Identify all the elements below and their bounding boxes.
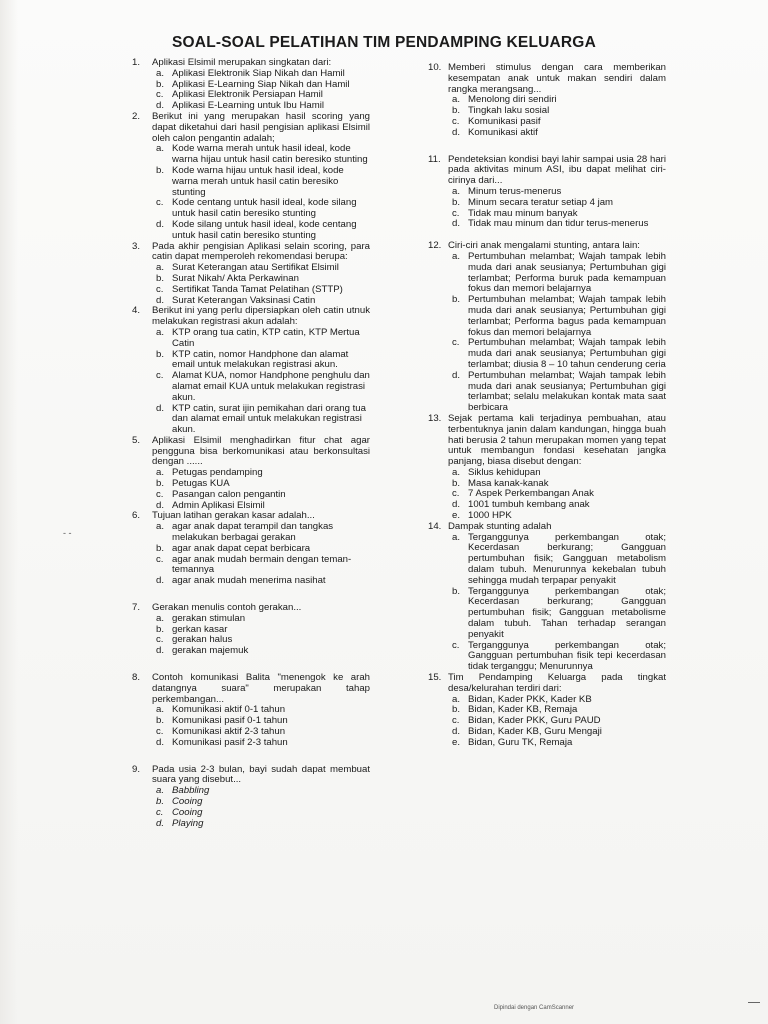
option-text: Babbling (172, 785, 210, 797)
question-number: 14. (428, 520, 442, 532)
option-text: Kode centang untuk hasil ideal, kode silang untuk hasil catin beresiko stunting (172, 197, 357, 220)
option-letter: b. (156, 796, 165, 807)
option-letter: a. (156, 143, 165, 155)
option-text: Surat Nikah/ Akta Perkawinan (172, 272, 299, 284)
option-letter: c. (156, 726, 164, 738)
option-text: Tingkah laku sosial (468, 105, 550, 117)
option-text: Siklus kehidupan (468, 466, 541, 478)
option-text: Terganggunya perkembangan otak; Kecerdasan berkurang; Gangguan pertumbuhan fisik; Gangguan metabolism dalam tubuh. Menurunnya kekebalan tubuh sehingga mudah terpapar penyakit (468, 531, 666, 586)
question-text: Tim Pendamping Keluarga pada tingkat desa/kelurahan terdiri dari: (448, 672, 666, 694)
question-7 (132, 603, 370, 657)
option-letter: a. (156, 262, 165, 274)
option-letter: b. (156, 542, 165, 554)
question-text: Berikut ini yang perlu dipersiapkan oleh catin utnuk melakukan registrasi akun adalah: (152, 305, 370, 328)
option-text: Komunikasi pasif (468, 115, 541, 127)
option-letter: d. (156, 402, 165, 414)
option-text: gerakan stimulan (172, 612, 246, 624)
option-text: KTP orang tua catin, KTP catin, KTP Mertua Catin (172, 326, 360, 349)
option-d (152, 404, 370, 436)
question-number: 1. (132, 57, 141, 68)
option-text: Terganggunya perkembangan otak; Gangguan pertumbuhan fisik tepi kecerdasan tidak terganggu; Menurunnya (468, 639, 666, 673)
option-text: Kode warna hijau untuk hasil ideal, kode warna merah untuk hasil catin beresiko stunting (172, 164, 344, 198)
scanner-footer: Dipindai dengan CamScanner (494, 1005, 575, 1011)
question-text: Gerakan menulis contoh gerakan... (152, 602, 302, 614)
question-number: 2. (132, 110, 141, 122)
question-text: Pendeteksian kondisi bayi lahir sampai usia 28 hari pada aktivitas minum ASI, ibu dapat melihat ciri-cirinya dari... (448, 153, 666, 187)
option-a (448, 533, 666, 587)
option-text: Cooing (172, 796, 203, 807)
option-c (152, 371, 370, 403)
option-text: Tidak mau minum dan tidur terus-menerus (468, 218, 649, 230)
option-text: Bidan, Kader KB, Guru Mengaji (468, 726, 602, 738)
option-letter: d. (452, 126, 461, 138)
option-a (152, 522, 370, 544)
page-corner-mark (748, 1002, 760, 1003)
option-letter: c. (156, 370, 164, 382)
question-5 (132, 436, 370, 512)
document-title: SOAL-SOAL PELATIHAN TIM PENDAMPING KELUARGA (172, 34, 596, 51)
question-text: Memberi stimulus dengan cara memberikan kesempatan anak untuk makan sendiri dalam rangka merangsang... (448, 62, 666, 95)
option-letter: b. (156, 272, 165, 284)
left-column (132, 58, 370, 829)
option-text: KTP catin, nomor Handphone dan alamat email untuk melakukan registrasi akun. (172, 348, 349, 371)
option-letter: d. (452, 218, 461, 230)
option-b (152, 350, 370, 372)
question-1 (132, 58, 370, 112)
question-number: 3. (132, 240, 141, 252)
question-number: 4. (132, 305, 141, 317)
option-text: Bidan, Kader PKK, Kader KB (468, 693, 592, 705)
question-6 (132, 511, 370, 587)
option-letter: c. (452, 715, 460, 727)
option-text: Menolong diri sendiri (468, 94, 557, 106)
option-a (152, 144, 370, 166)
question-number: 10. (428, 62, 442, 73)
option-letter: b. (452, 477, 461, 489)
question-text: Dampak stunting adalah (448, 520, 552, 532)
option-text: Aplikasi E-Learning untuk Ibu Hamil (172, 100, 324, 112)
option-letter: d. (156, 736, 165, 748)
question-3 (132, 242, 370, 307)
option-d (152, 819, 370, 830)
option-letter: b. (156, 78, 165, 90)
option-letter: c. (452, 207, 460, 219)
question-number: 11. (428, 153, 441, 165)
option-letter: b. (156, 348, 165, 360)
option-text: agar anak dapat cepat berbicara (172, 542, 311, 554)
option-letter: a. (156, 67, 165, 79)
question-8 (132, 673, 370, 749)
option-letter: d. (156, 817, 165, 829)
option-letter: b. (452, 585, 461, 597)
option-text: Cooing (172, 806, 203, 818)
option-letter: c. (452, 639, 460, 651)
option-letter: a. (156, 521, 165, 533)
option-letter: b. (452, 105, 461, 117)
spacer (132, 587, 370, 603)
option-b (448, 295, 666, 338)
option-text: Alamat KUA, nomor Handphone penghulu dan alamat email KUA untuk melakukan registrasi akun. (172, 370, 370, 403)
option-text: agar anak dapat terampil dan tangkas melakukan berbagai gerakan (172, 521, 334, 544)
question-text: Berikut ini yang merupakan hasil scoring yang dapat diketahui dari hasil pengisian aplikasi Elsimil oleh calon pengantin adalah; (152, 110, 370, 144)
option-text: KTP catin, surat ijin pemikahan dari orang tua dan alamat email untuk melakukan registrasi akun. (172, 402, 366, 436)
option-text: Aplikasi E-Learning Siap Nikah dan Hamil (172, 78, 350, 90)
option-d (152, 220, 370, 242)
option-text: Komunikasi aktif 0-1 tahun (172, 704, 286, 716)
question-number: 12. (428, 240, 442, 252)
option-text: Kode warna merah untuk hasil ideal, kode warna hijau untuk hasil catin beresiko stunting (172, 143, 368, 166)
right-column (428, 63, 666, 749)
option-text: agar anak mudah bermain dengan teman-temannya (172, 553, 352, 576)
margin-mark: - - (63, 528, 72, 538)
option-c (152, 555, 370, 577)
option-letter: c. (452, 337, 460, 349)
option-letter: b. (156, 715, 165, 727)
option-letter: a. (452, 531, 461, 543)
question-14 (428, 522, 666, 673)
option-d (448, 219, 666, 230)
question-number: 9. (132, 763, 141, 775)
question-text: Sejak pertama kali terjadinya pembuahan, atau terbentuknya janin dalam kandungan, hingga buah hati berusia 2 tahun merupakan momen yang tepat untuk membangun fondasi kesehatan jangka panjang, biasa disebut dengan: (448, 412, 666, 468)
option-letter: b. (156, 164, 165, 176)
option-letter: b. (156, 623, 165, 635)
option-letter: a. (156, 785, 165, 797)
question-text: Pada akhir pengisian Aplikasi selain scoring, para catin dapat memperoleh rekomendasi berupa: (152, 240, 370, 263)
option-letter: b. (452, 196, 461, 208)
question-15 (428, 673, 666, 749)
option-d (152, 646, 370, 657)
question-number: 7. (132, 602, 141, 614)
option-letter: a. (156, 612, 165, 624)
option-letter: e. (452, 736, 461, 748)
option-text: Pasangan calon pengantin (172, 488, 286, 500)
option-letter: a. (452, 250, 461, 262)
option-d (152, 576, 370, 587)
option-letter: d. (156, 499, 165, 511)
question-text: Contoh komunikasi Balita "menengok ke arah datangnya suara" merupakan tahap perkembangan... (152, 672, 370, 705)
spacer (428, 139, 666, 155)
option-e (448, 738, 666, 749)
option-letter: a. (452, 185, 461, 197)
option-d (448, 371, 666, 414)
question-text: Pada usia 2-3 bulan, bayi sudah dapat membuat suara yang disebut... (152, 763, 370, 786)
option-text: Pertumbuhan melambat; Wajah tampak lebih muda dari anak seusianya; Pertumbuhan gigi terlambat; Performa buruk pada kemampuan fokus dan memori belajarnya (468, 250, 666, 295)
option-letter: c. (156, 488, 164, 500)
option-text: Sertifikat Tanda Tamat Pelatihan (STTP) (172, 283, 343, 295)
option-text: gerakan majemuk (172, 645, 249, 657)
question-2 (132, 112, 370, 242)
option-text: Tidak mau minum banyak (468, 207, 578, 219)
option-text: 7 Aspek Perkembangan Anak (468, 488, 594, 500)
question-text: Aplikasi Elsimil menghadirkan fitur chat agar pengguna bisa berkomunikasi atau berkonsultasi dengan ...... (152, 434, 370, 468)
option-text: Surat Keterangan atau Sertifikat Elsimil (172, 262, 339, 274)
option-letter: a. (156, 467, 165, 479)
option-text: Pertumbuhan melambat; Wajah tampak lebih muda dari anak seusianya; Pertumbuhan gigi terlambat; Performa bagus pada kemampuan fokus dan memori belajarnya (468, 294, 666, 338)
question-number: 5. (132, 434, 141, 446)
question-10 (428, 63, 666, 139)
option-letter: d. (156, 645, 165, 657)
option-letter: d. (156, 294, 165, 306)
option-text: Komunikasi aktif (468, 126, 538, 138)
option-letter: d. (156, 218, 165, 230)
option-text: Komunikasi pasif 0-1 tahun (172, 715, 288, 727)
option-letter: c. (156, 89, 164, 101)
option-text: Masa kanak-kanak (468, 477, 549, 489)
option-text: Admin Aplikasi Elsimil (172, 499, 265, 511)
question-number: 6. (132, 510, 141, 522)
option-text: Kode silang untuk hasil ideal, kode centang untuk hasil catin beresiko stunting (172, 218, 357, 241)
option-text: Surat Keterangan Vaksinasi Catin (172, 294, 316, 306)
question-number: 13. (428, 412, 442, 424)
option-d (152, 738, 370, 749)
option-d (448, 128, 666, 139)
question-11 (428, 155, 666, 231)
option-text: Minum terus-menerus (468, 185, 562, 197)
option-letter: a. (156, 326, 165, 338)
option-letter: a. (156, 704, 165, 716)
option-letter: c. (156, 283, 164, 295)
option-text: Komunikasi pasif 2-3 tahun (172, 736, 288, 748)
option-letter: b. (452, 294, 461, 306)
option-letter: e. (452, 510, 461, 522)
question-13 (428, 414, 666, 522)
option-text: Petugas KUA (172, 478, 230, 490)
option-letter: b. (156, 478, 165, 490)
option-c (152, 198, 370, 220)
option-text: Aplikasi Elektronik Siap Nikah dan Hamil (172, 67, 345, 79)
option-c (448, 338, 666, 370)
question-number: 15. (428, 672, 442, 684)
option-text: Bidan, Guru TK, Remaja (468, 736, 573, 748)
option-letter: b. (452, 704, 461, 716)
option-a (152, 328, 370, 350)
option-b (152, 166, 370, 198)
option-letter: a. (452, 693, 461, 705)
option-letter: d. (452, 499, 461, 511)
option-text: Komunikasi aktif 2-3 tahun (172, 726, 286, 738)
option-text: Bidan, Kader PKK, Guru PAUD (468, 715, 601, 727)
option-letter: a. (452, 94, 461, 106)
option-text: 1000 HPK (468, 510, 512, 522)
option-text: agar anak mudah menerima nasihat (172, 575, 326, 587)
option-letter: c. (156, 197, 164, 209)
option-c (448, 641, 666, 673)
option-letter: c. (156, 634, 164, 646)
question-12 (428, 241, 666, 414)
option-text: Aplikasi Elektronik Persiapan Hamil (172, 89, 323, 101)
option-letter: a. (452, 466, 461, 478)
spacer (132, 657, 370, 673)
question-text: Tujuan latihan gerakan kasar adalah... (152, 510, 315, 522)
option-text: Bidan, Kader KB, Remaja (468, 704, 578, 716)
question-4 (132, 306, 370, 436)
option-text: Minum secara teratur setiap 4 jam (468, 196, 614, 208)
option-letter: c. (452, 488, 460, 500)
option-letter: d. (452, 369, 461, 381)
option-text: Pertumbuhan melambat; Wajah tampak lebih muda dari anak seusianya; Pertumbuhan gigi terlambat; selalu melakukan kontak mata saat berbicara (468, 369, 666, 414)
option-text: gerkan kasar (172, 623, 228, 635)
question-text: Ciri-ciri anak mengalami stunting, antara lain: (448, 240, 640, 252)
option-text: gerakan halus (172, 634, 233, 646)
option-text: Playing (172, 817, 204, 829)
option-letter: d. (156, 575, 165, 587)
option-a (448, 252, 666, 295)
option-letter: d. (156, 100, 165, 112)
question-text: Aplikasi Elsimil merupakan singkatan dari: (152, 57, 332, 68)
option-b (448, 587, 666, 641)
scan-shadow-edge (0, 0, 18, 1024)
option-letter: c. (452, 115, 460, 127)
question-9 (132, 765, 370, 830)
option-letter: d. (452, 726, 461, 738)
option-text: Terganggunya perkembangan otak; Kecerdasan berkurang; Gangguan pertumbuhan fisik; Gangguan metabolisme dalam tubuh. Tahan terhadap serangan penyakit (468, 585, 666, 640)
option-text: Pertumbuhan melambat; Wajah tampak lebih muda dari anak seusianya; Pertumbuhan gigi terlambat; diusia 8 – 10 tahun cenderung ceria (468, 337, 666, 370)
option-text: 1001 tumbuh kembang anak (468, 499, 590, 511)
option-letter: c. (156, 553, 164, 565)
option-text: Petugas pendamping (172, 467, 263, 479)
spacer (132, 749, 370, 765)
question-number: 8. (132, 672, 141, 684)
option-letter: c. (156, 806, 164, 818)
